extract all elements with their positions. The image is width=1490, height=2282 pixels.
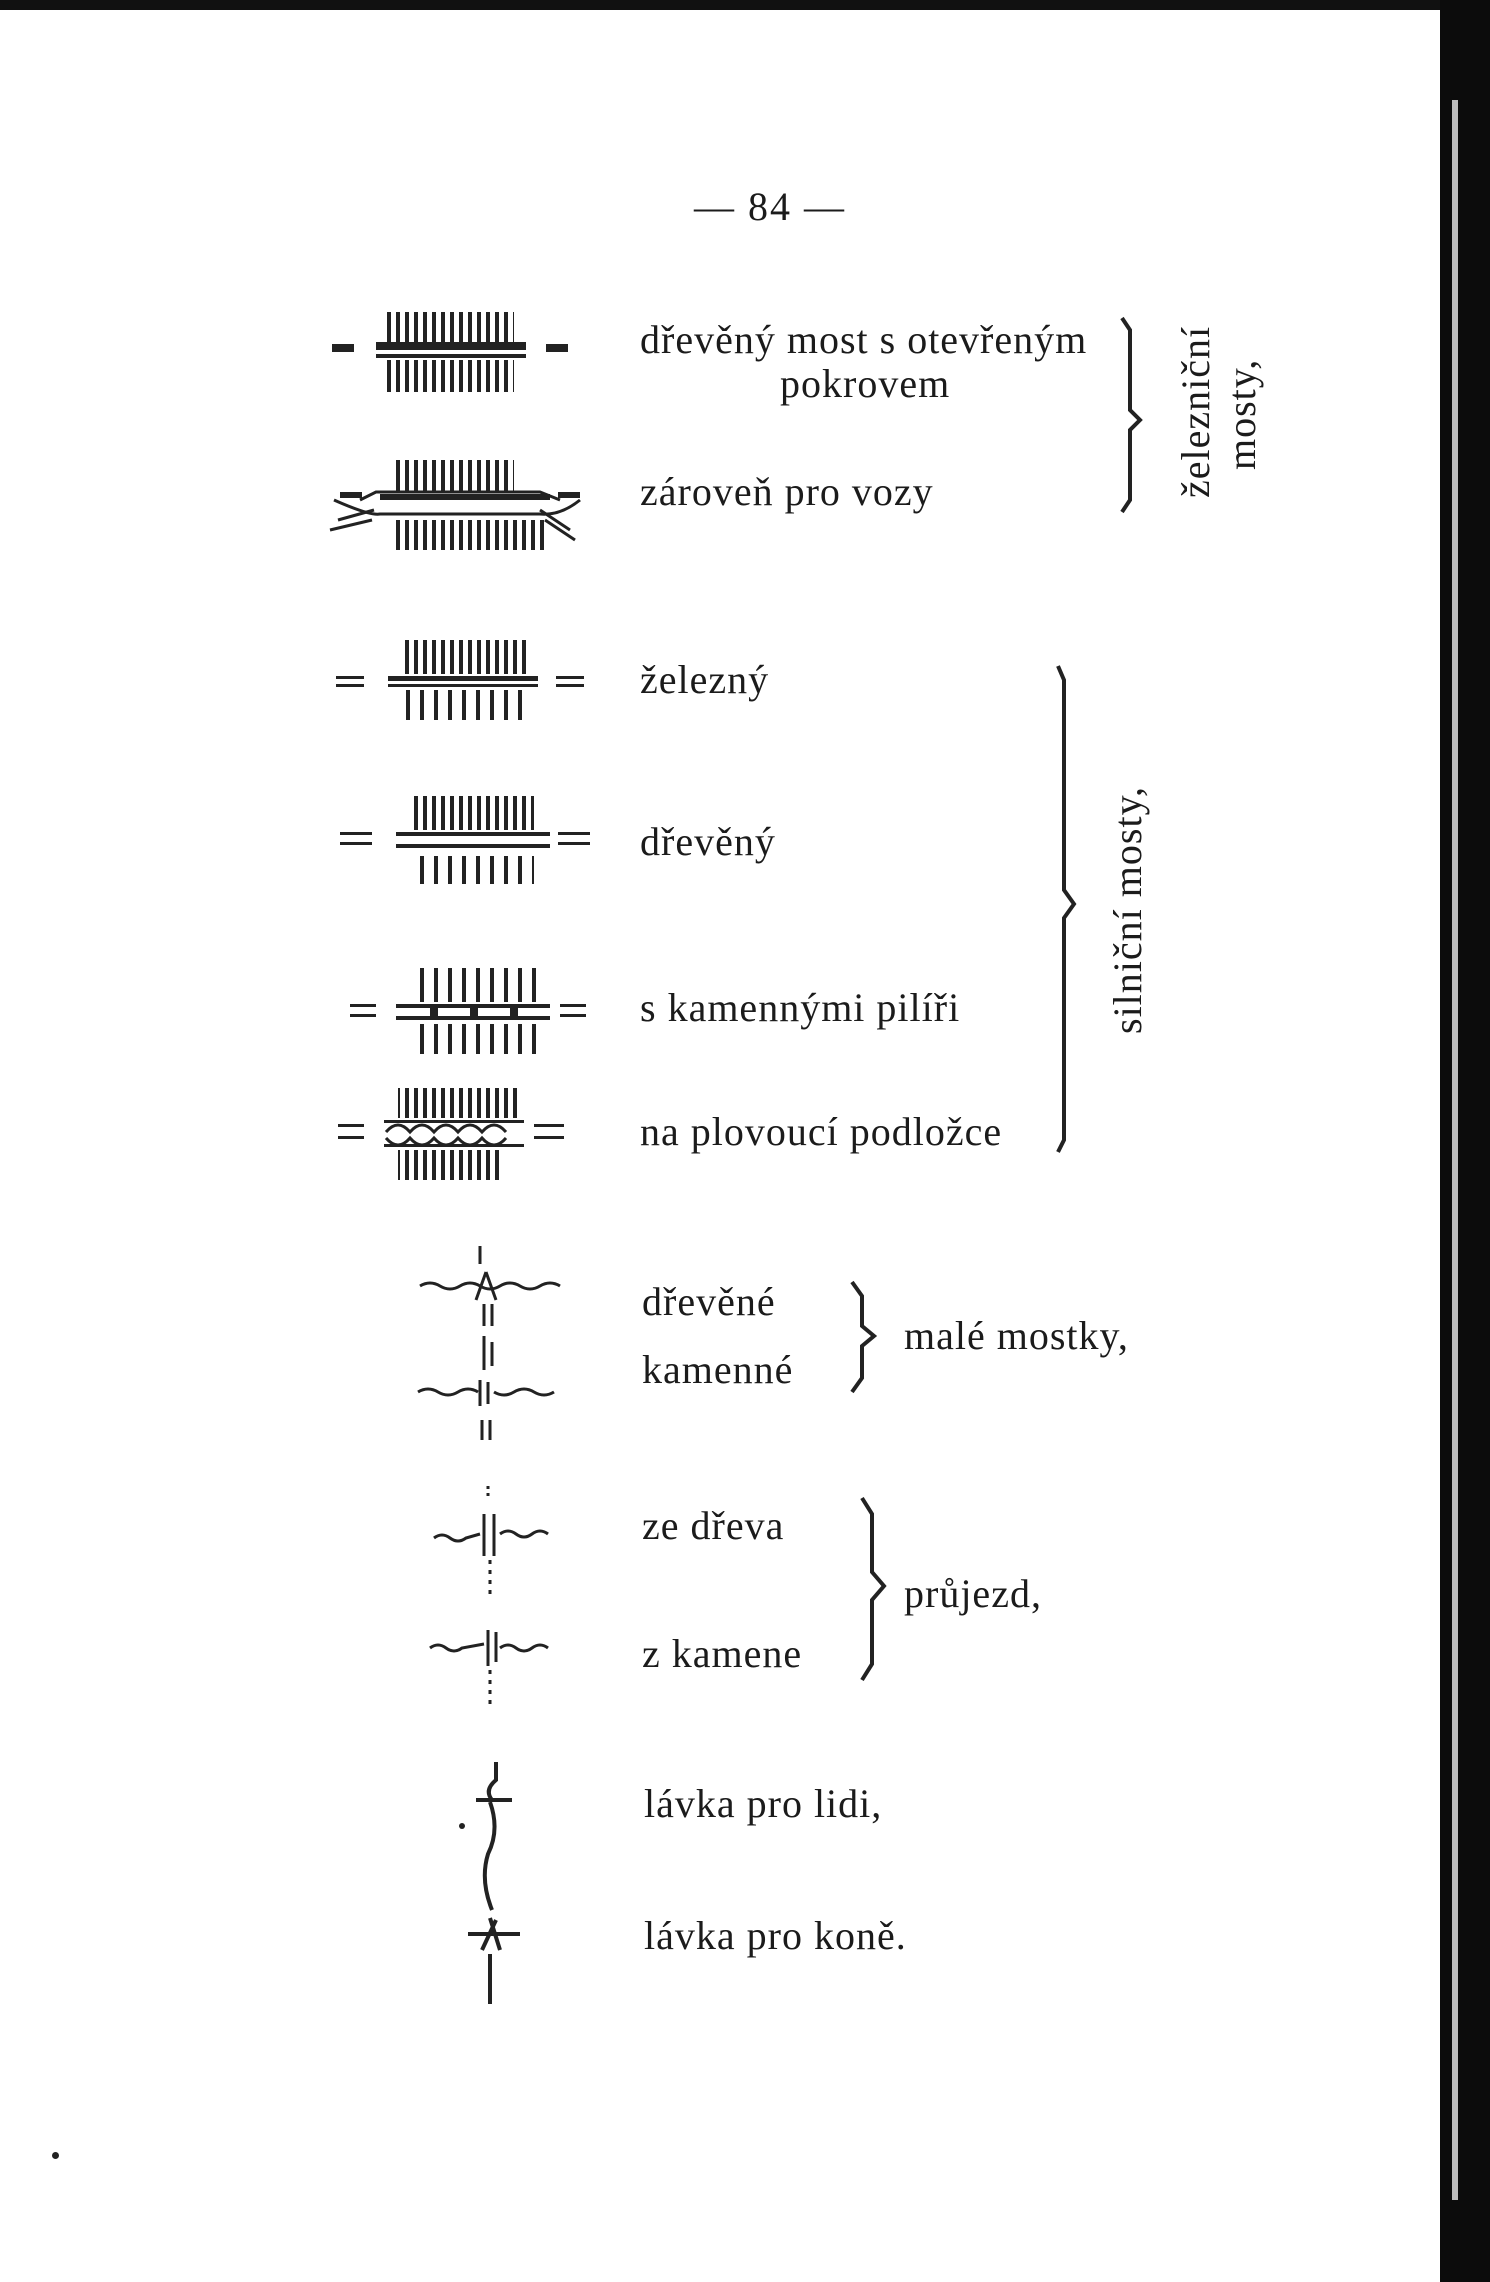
wooden-bridge-icon [340,796,590,884]
floating-bridge-label: na plovoucí podložce [640,1109,1003,1154]
floating-bridge-icon [338,1088,564,1180]
railway-bridge-open-deck-label-cont: pokrovem [780,361,951,406]
small-wooden-bridge-label: dřevěné [642,1279,776,1324]
small-bridges-brace [852,1282,874,1392]
railway-open-deck-bridge-icon [332,312,568,392]
wooden-culvert-label: ze dřeva [642,1503,785,1548]
small-stone-bridge-label: kamenné [642,1347,794,1392]
small-stone-bridge-icon [418,1336,554,1440]
stone-pillar-bridge-label: s kamennými pilíři [640,985,961,1030]
culverts-group-label: průjezd, [904,1571,1042,1616]
railway-brace [1122,318,1140,512]
iron-bridge-icon [336,640,584,720]
footbridge-people-label: lávka pro lidi, [644,1781,883,1826]
footbridge-horses-icon [468,1918,520,2004]
railway-bridges-group-label-2: mosty, [1219,358,1264,470]
railway-road-bridge-icon [330,460,580,550]
railway-bridge-open-deck-label: dřevěný most s otevřeným [640,317,1088,362]
culverts-brace [862,1498,884,1680]
railway-bridges-group-label: železniční [1173,325,1218,498]
small-bridges-group-label: malé mostky, [904,1313,1129,1358]
wooden-culvert-icon [434,1486,548,1600]
footbridge-people-icon [459,1762,512,1910]
page-number: — 84 — [694,184,846,229]
iron-bridge-label: železný [640,657,770,702]
stone-pillar-bridge-icon [350,968,586,1054]
road-bridges-group-label: silniční mosty, [1105,786,1150,1034]
railway-bridge-with-road-label: zároveň pro vozy [640,469,934,514]
small-wooden-bridge-icon [420,1246,560,1326]
wooden-bridge-label: dřevěný [640,819,776,864]
stone-culvert-icon [430,1630,548,1706]
stone-culvert-label: z kamene [642,1631,803,1676]
road-brace [1058,666,1074,1152]
footbridge-horses-label: lávka pro koně. [644,1913,907,1958]
